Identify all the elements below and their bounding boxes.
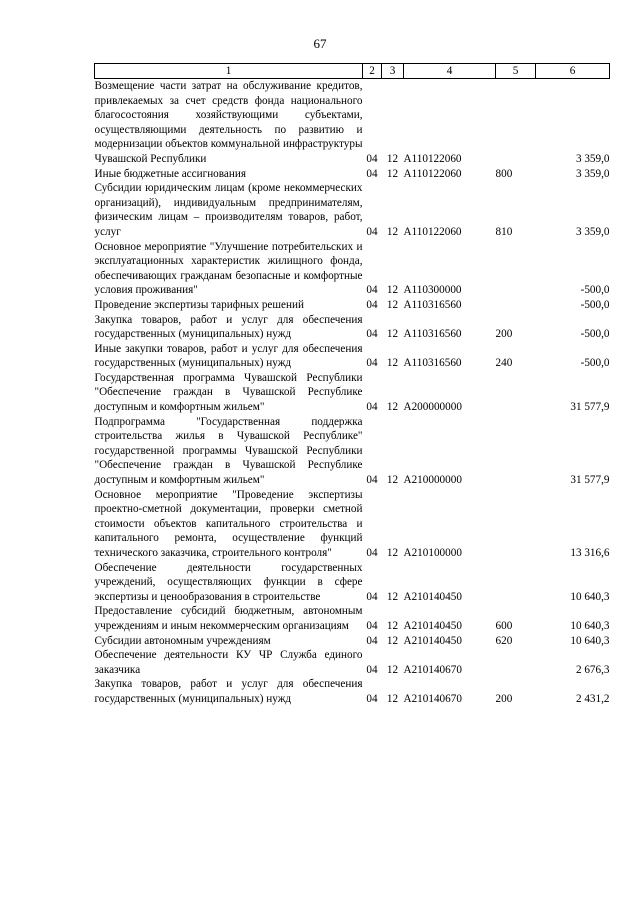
- header-cell-target-article: 4: [404, 64, 496, 79]
- row-section: 04: [366, 357, 378, 370]
- row-target-article: А210000000: [403, 474, 462, 487]
- row-name: Иные закупки товаров, работ и услуг для обеспечения государственных (муниципальных) нужд: [94, 342, 363, 370]
- row-target-article: А110300000: [403, 284, 462, 297]
- header-row: [95, 64, 610, 79]
- row-subsection: 12: [386, 328, 399, 341]
- row-name: Государственная программа Чувашской Республики "Обеспечение граждан в Чувашской Республике доступным и комфортным жильем": [94, 371, 363, 414]
- row-sum: 2 431,2: [575, 692, 610, 705]
- row-section: 04: [366, 619, 378, 632]
- row-target-article: А210100000: [403, 547, 462, 559]
- row-expense-type: 620: [495, 634, 513, 647]
- row-subsection: 12: [386, 284, 399, 297]
- page-number: 67: [313, 36, 327, 51]
- table-row: [95, 167, 610, 182]
- row-subsection: 12: [386, 590, 399, 603]
- row-name: Закупка товаров, работ и услуг для обеспечения государственных (муниципальных) нужд: [94, 313, 363, 341]
- table-row: [95, 648, 610, 677]
- row-section: 04: [366, 225, 378, 238]
- row-sum: 10 640,3: [570, 634, 610, 647]
- row-subsection: 12: [386, 357, 399, 370]
- table-row: [95, 677, 610, 706]
- row-name: Предоставление субсидий бюджетным, автономным учреждениям и иным некоммерческим организациям: [94, 605, 363, 632]
- row-sum: -500,0: [580, 284, 610, 297]
- row-section: 04: [366, 284, 378, 297]
- row-subsection: 12: [386, 152, 399, 165]
- table-row: [95, 604, 610, 633]
- row-section: 04: [366, 590, 378, 603]
- row-sum: -500,0: [580, 298, 610, 311]
- header-cell-sum: 6: [536, 64, 610, 79]
- row-section: 04: [366, 328, 378, 341]
- row-sum: 31 577,9: [570, 474, 610, 487]
- row-sum: -500,0: [580, 328, 610, 341]
- table-row: [95, 415, 610, 488]
- row-expense-type: [496, 561, 536, 605]
- row-target-article: А110122060: [403, 225, 462, 238]
- row-name: Обеспечение деятельности КУ ЧР Служба единого заказчика: [94, 649, 363, 676]
- row-section: 04: [366, 167, 378, 180]
- row-target-article: А110122060: [403, 152, 462, 165]
- row-section: 04: [366, 152, 378, 165]
- header-cell-section: 2: [363, 64, 382, 79]
- table-row: [95, 313, 610, 342]
- row-section: 04: [366, 547, 378, 559]
- header-cell-subsection: 3: [382, 64, 404, 79]
- row-sum: 13 316,6: [570, 547, 610, 559]
- row-expense-type: [496, 298, 536, 313]
- row-expense-type: [496, 415, 536, 488]
- row-section: 04: [366, 298, 378, 311]
- row-section: 04: [366, 474, 378, 487]
- row-subsection: 12: [386, 634, 399, 647]
- row-name: Подпрограмма "Государственная поддержка строительства жилья в Чувашской Республике" государственной программы Чувашской Республики "Обеспечение граждан в Чувашской Республике доступным и комфортным жильем": [94, 415, 363, 487]
- table-row: [95, 488, 610, 561]
- row-section: 04: [366, 401, 378, 414]
- table-row: [95, 240, 610, 298]
- row-expense-type: [496, 79, 536, 167]
- row-target-article: А210140450: [403, 619, 462, 632]
- row-name: Закупка товаров, работ и услуг для обеспечения государственных (муниципальных) нужд: [94, 678, 363, 705]
- row-subsection: 12: [386, 474, 399, 487]
- row-expense-type: [496, 240, 536, 298]
- table-row: [95, 298, 610, 313]
- row-target-article: А210140670: [403, 692, 462, 705]
- row-expense-type: 240: [495, 357, 513, 370]
- row-sum: 10 640,3: [570, 619, 610, 632]
- row-subsection: 12: [386, 298, 399, 311]
- row-expense-type: [496, 488, 536, 561]
- table-row: [95, 342, 610, 371]
- row-name: Субсидии юридическим лицам (кроме некоммерческих организаций), индивидуальным предпринимателям, физическим лицам – производителям товаров, работ, услуг: [94, 182, 363, 238]
- row-subsection: 12: [386, 619, 399, 632]
- header-cell-name: 1: [95, 64, 363, 79]
- row-target-article: А210140670: [403, 663, 462, 676]
- row-name: Основное мероприятие "Улучшение потребительских и эксплуатационных характеристик жилищного фонда, обеспечивающих гражданам безопасные и комфортные условия проживания": [94, 240, 363, 297]
- row-expense-type: 800: [495, 167, 513, 180]
- row-sum: 3 359,0: [575, 167, 610, 180]
- row-section: 04: [366, 634, 378, 647]
- row-expense-type: [496, 648, 536, 677]
- row-target-article: А110316560: [403, 298, 462, 311]
- row-name: Субсидии автономным учреждениям: [94, 634, 271, 647]
- row-sum: 10 640,3: [570, 590, 610, 603]
- row-subsection: 12: [386, 401, 399, 414]
- table-row: [95, 181, 610, 239]
- row-sum: -500,0: [580, 357, 610, 370]
- row-subsection: 12: [386, 167, 399, 180]
- table-row: [95, 561, 610, 605]
- row-name: Основное мероприятие "Проведение экспертизы проектно-сметной документации, проверки сметной стоимости объектов капитального строительства и капитального ремонта, осуществление функций технического заказчика, строительного контроля": [94, 488, 363, 559]
- row-sum: 3 359,0: [575, 225, 610, 238]
- row-subsection: 12: [386, 692, 399, 705]
- row-subsection: 12: [386, 225, 399, 238]
- row-expense-type: 200: [495, 692, 513, 705]
- row-name: Иные бюджетные ассигнования: [94, 167, 246, 180]
- row-target-article: А210140450: [403, 590, 462, 603]
- row-target-article: А110122060: [403, 167, 462, 180]
- table-row: [95, 634, 610, 649]
- row-sum: 3 359,0: [575, 152, 610, 165]
- row-section: 04: [366, 692, 378, 705]
- row-sum: 2 676,3: [575, 663, 610, 676]
- row-subsection: 12: [386, 663, 399, 676]
- row-target-article: А110316560: [403, 357, 462, 370]
- row-name: Возмещение части затрат на обслуживание кредитов, привлекаемых за счет средств фонда национального благосостояния хозяйствующими субъектами, осуществляющими деятельность по развитию и модернизации объектов коммунальной инфраструктуры Чувашской Республики: [94, 80, 363, 165]
- row-target-article: А210140450: [403, 634, 462, 647]
- row-expense-type: 810: [495, 225, 513, 238]
- row-target-article: А110316560: [403, 328, 462, 341]
- row-subsection: 12: [386, 547, 399, 559]
- row-sum: 31 577,9: [570, 401, 610, 414]
- row-expense-type: 600: [495, 619, 513, 632]
- row-target-article: А200000000: [403, 401, 462, 414]
- row-section: 04: [366, 663, 378, 676]
- table-row: [95, 79, 610, 167]
- row-name: Обеспечение деятельности государственных учреждений, осуществляющих функции в сфере экспертизы и ценообразования в строительстве: [94, 561, 363, 603]
- table-row: [95, 371, 610, 415]
- row-expense-type: [496, 371, 536, 415]
- budget-table: [94, 63, 610, 707]
- row-name: Проведение экспертизы тарифных решений: [94, 298, 304, 311]
- header-cell-expense-type: 5: [496, 64, 536, 79]
- row-expense-type: 200: [495, 328, 513, 341]
